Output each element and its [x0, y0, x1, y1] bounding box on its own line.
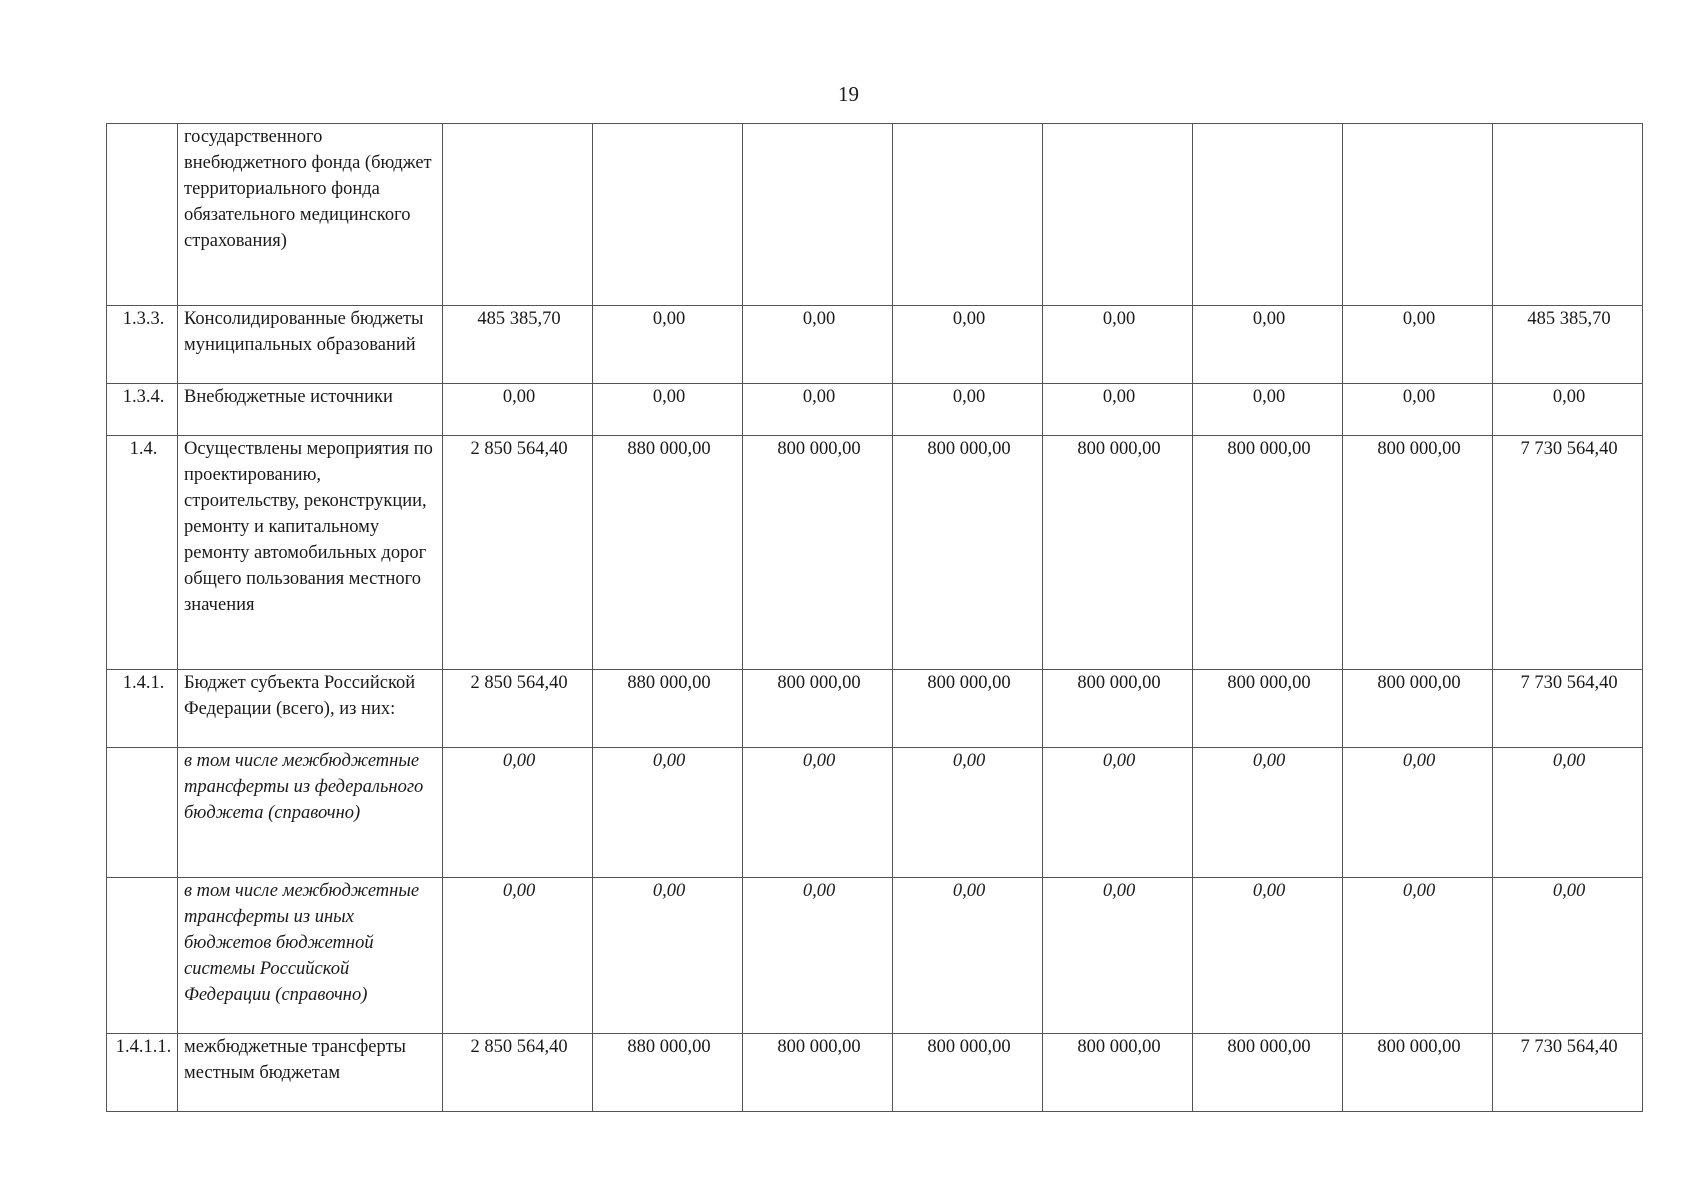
row-name: государственного внебюджетного фонда (бюджет территориального фонда обязательного медицинского страхования) — [178, 124, 443, 306]
table-row — [107, 384, 1643, 436]
value-cell: 880 000,00 — [593, 1034, 743, 1112]
value-cell: 0,00 — [743, 306, 893, 384]
value-cell: 800 000,00 — [893, 436, 1043, 670]
value-cell: 2 850 564,40 — [443, 670, 593, 748]
value-cell: 800 000,00 — [893, 1034, 1043, 1112]
value-cell: 0,00 — [893, 878, 1043, 1034]
table-row — [107, 436, 1643, 670]
value-cell: 0,00 — [593, 748, 743, 878]
row-code: 1.4.1. — [107, 670, 178, 748]
value-cell: 800 000,00 — [1343, 1034, 1493, 1112]
row-name: Осуществлены мероприятия по проектированию, строительству, реконструкции, ремонту и капитальному ремонту автомобильных дорог общего пользования местного значения — [178, 436, 443, 670]
value-cell: 0,00 — [893, 306, 1043, 384]
value-cell: 0,00 — [1193, 748, 1343, 878]
table-row — [107, 748, 1643, 878]
value-cell: 485 385,70 — [443, 306, 593, 384]
value-cell — [1343, 124, 1493, 306]
value-cell: 880 000,00 — [593, 670, 743, 748]
total-cell — [1493, 124, 1643, 306]
value-cell — [443, 124, 593, 306]
total-cell: 7 730 564,40 — [1493, 1034, 1643, 1112]
value-cell — [593, 124, 743, 306]
value-cell: 0,00 — [1193, 306, 1343, 384]
value-cell: 0,00 — [1043, 878, 1193, 1034]
value-cell: 800 000,00 — [1193, 670, 1343, 748]
value-cell: 0,00 — [443, 878, 593, 1034]
value-cell: 0,00 — [893, 748, 1043, 878]
value-cell: 0,00 — [593, 878, 743, 1034]
value-cell: 0,00 — [1343, 878, 1493, 1034]
value-cell: 0,00 — [443, 748, 593, 878]
table-row — [107, 670, 1643, 748]
row-name: Консолидированные бюджеты муниципальных образований — [178, 306, 443, 384]
value-cell: 0,00 — [1193, 878, 1343, 1034]
page-number: 19 — [838, 82, 859, 106]
total-cell: 485 385,70 — [1493, 306, 1643, 384]
total-cell: 0,00 — [1493, 748, 1643, 878]
value-cell — [743, 124, 893, 306]
row-name: Бюджет субъекта Российской Федерации (всего), из них: — [178, 670, 443, 748]
total-cell: 7 730 564,40 — [1493, 670, 1643, 748]
table-row — [107, 306, 1643, 384]
value-cell: 0,00 — [1343, 748, 1493, 878]
row-name: Внебюджетные источники — [178, 384, 443, 436]
row-code: 1.3.4. — [107, 384, 178, 436]
total-cell: 0,00 — [1493, 878, 1643, 1034]
row-code — [107, 878, 178, 1034]
value-cell: 800 000,00 — [1043, 436, 1193, 670]
value-cell — [1043, 124, 1193, 306]
value-cell: 800 000,00 — [893, 670, 1043, 748]
value-cell — [1193, 124, 1343, 306]
row-code — [107, 124, 178, 306]
total-cell: 7 730 564,40 — [1493, 436, 1643, 670]
value-cell: 0,00 — [443, 384, 593, 436]
value-cell: 800 000,00 — [743, 436, 893, 670]
value-cell: 0,00 — [1043, 748, 1193, 878]
value-cell: 0,00 — [743, 878, 893, 1034]
row-code: 1.3.3. — [107, 306, 178, 384]
value-cell: 0,00 — [1043, 384, 1193, 436]
value-cell: 0,00 — [1343, 384, 1493, 436]
row-name: в том числе межбюджетные трансферты из федерального бюджета (справочно) — [178, 748, 443, 878]
value-cell: 0,00 — [893, 384, 1043, 436]
row-code — [107, 748, 178, 878]
row-name: межбюджетные трансферты местным бюджетам — [178, 1034, 443, 1112]
value-cell — [893, 124, 1043, 306]
table-row — [107, 124, 1643, 306]
value-cell: 2 850 564,40 — [443, 1034, 593, 1112]
value-cell: 0,00 — [1193, 384, 1343, 436]
value-cell: 800 000,00 — [1193, 436, 1343, 670]
total-cell: 0,00 — [1493, 384, 1643, 436]
value-cell: 800 000,00 — [743, 1034, 893, 1112]
value-cell: 2 850 564,40 — [443, 436, 593, 670]
value-cell: 0,00 — [593, 384, 743, 436]
value-cell: 800 000,00 — [743, 670, 893, 748]
value-cell: 800 000,00 — [1043, 670, 1193, 748]
value-cell: 0,00 — [1043, 306, 1193, 384]
value-cell: 0,00 — [743, 384, 893, 436]
value-cell: 0,00 — [593, 306, 743, 384]
value-cell: 800 000,00 — [1343, 670, 1493, 748]
row-code: 1.4.1.1. — [107, 1034, 178, 1112]
value-cell: 800 000,00 — [1043, 1034, 1193, 1112]
value-cell: 0,00 — [743, 748, 893, 878]
table-row — [107, 878, 1643, 1034]
value-cell: 800 000,00 — [1193, 1034, 1343, 1112]
table-row — [107, 1034, 1643, 1112]
value-cell: 880 000,00 — [593, 436, 743, 670]
budget-table — [106, 123, 1643, 1112]
row-name: в том числе межбюджетные трансферты из иных бюджетов бюджетной системы Российской Федерации (справочно) — [178, 878, 443, 1034]
value-cell: 800 000,00 — [1343, 436, 1493, 670]
row-code: 1.4. — [107, 436, 178, 670]
value-cell: 0,00 — [1343, 306, 1493, 384]
